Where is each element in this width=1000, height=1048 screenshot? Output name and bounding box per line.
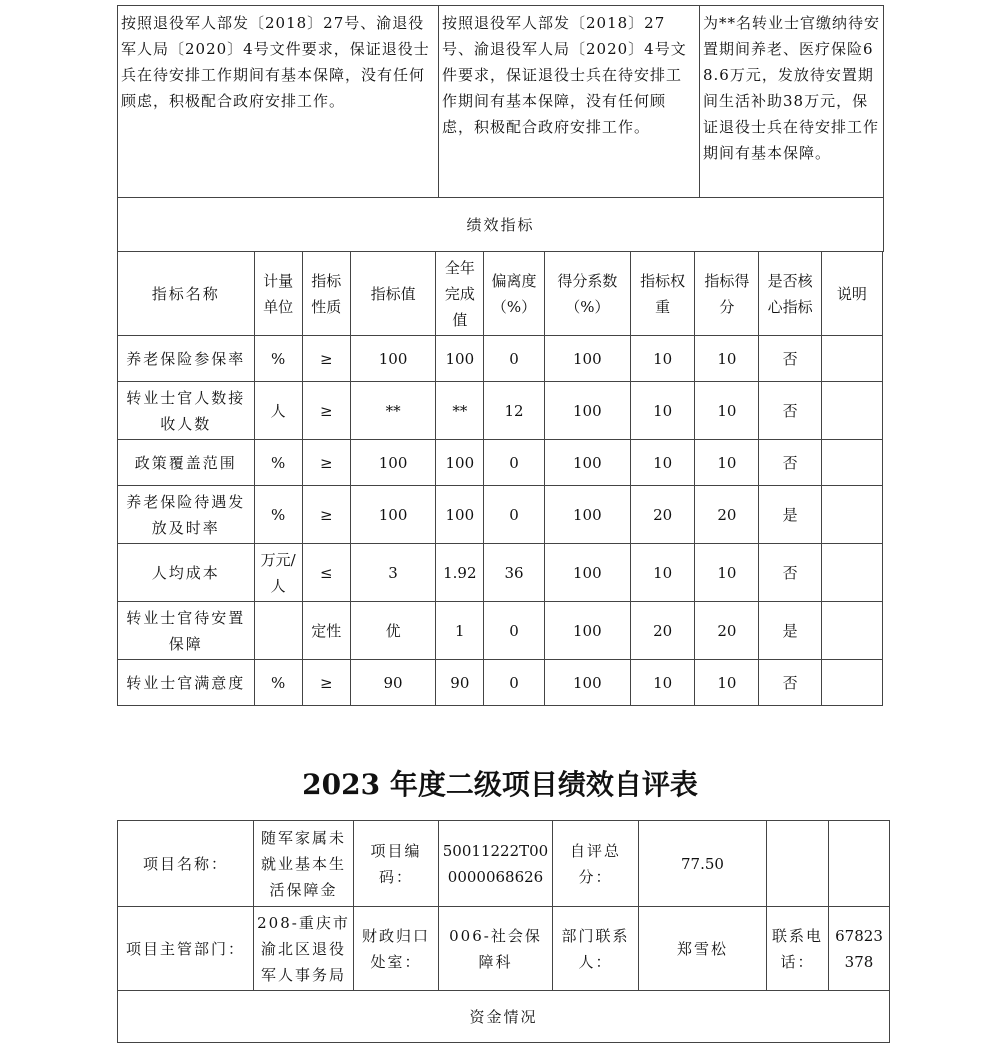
metric-value-cell: 90 [350,660,435,706]
score-value: 77.50 [639,821,767,907]
empty-cell [829,821,890,907]
metric-value-cell [821,602,882,660]
project-name-label: 项目名称： [118,821,254,907]
metric-value-cell: 10 [695,440,759,486]
metric-value-cell: 否 [759,440,821,486]
table-row [118,660,883,706]
metric-value-cell: 定性 [302,602,350,660]
target-goal-cell: 按照退役军人部发〔2018〕27号、渝退役军人局〔2020〕4号文件要求，保证退役士兵在待安排工作期间有基本保障，没有任何顾虑，积极配合政府安排工作。 [439,6,700,198]
metric-value-cell [821,660,882,706]
metric-value-cell: 100 [544,440,630,486]
metric-value-cell: 20 [630,602,694,660]
metric-value-cell: ≥ [302,486,350,544]
metric-value-cell: % [254,440,302,486]
metric-value-cell: % [254,486,302,544]
metric-value-cell: 人 [254,382,302,440]
table-row [118,440,883,486]
metrics-section-title: 绩效指标 [118,198,884,252]
metric-value-cell: 否 [759,660,821,706]
table-row [118,602,883,660]
metric-value-cell: ≥ [302,336,350,382]
metric-value-cell: 100 [436,486,484,544]
metric-value-cell: 100 [544,382,630,440]
metric-value-cell: 优 [350,602,435,660]
metric-value-cell: 否 [759,336,821,382]
metric-value-cell: 100 [436,336,484,382]
table-row [118,336,883,382]
metric-value-cell: % [254,336,302,382]
project-info-table [117,820,890,1043]
metric-value-cell: ≥ [302,382,350,440]
metric-name-cell: 转业士官待安置保障 [118,602,255,660]
metric-name-cell: 转业士官人数接收人数 [118,382,255,440]
header-cell: 指标名称 [118,252,255,336]
metric-value-cell: 12 [484,382,544,440]
header-cell: 指标得分 [695,252,759,336]
finance-office-label: 财政归口处室： [354,907,439,991]
table-row [118,544,883,602]
header-cell: 是否核心指标 [759,252,821,336]
metric-value-cell: 0 [484,486,544,544]
metric-value-cell: ** [436,382,484,440]
score-label: 自评总分： [553,821,639,907]
metric-value-cell: 10 [695,382,759,440]
metric-value-cell: ** [350,382,435,440]
metric-value-cell: 10 [695,336,759,382]
metric-value-cell: 10 [630,382,694,440]
project-code-label: 项目编码： [354,821,439,907]
metric-value-cell: 否 [759,544,821,602]
metric-value-cell: 100 [544,660,630,706]
metrics-header-row [118,252,883,336]
metric-value-cell: 否 [759,382,821,440]
metric-value-cell: 100 [350,336,435,382]
table-row [118,382,883,440]
project-code-value: 50011222T000000068626 [439,821,553,907]
metric-name-cell: 养老保险参保率 [118,336,255,382]
metric-value-cell: 10 [695,660,759,706]
contact-value: 郑雪松 [639,907,767,991]
metric-value-cell [821,382,882,440]
metric-value-cell [821,440,882,486]
finance-office-value: 006-社会保障科 [439,907,553,991]
metric-value-cell: 100 [350,440,435,486]
metric-value-cell: 10 [695,544,759,602]
metric-value-cell: 3 [350,544,435,602]
funds-section-title: 资金情况 [118,991,890,1043]
metric-value-cell: 是 [759,602,821,660]
phone-value: 67823378 [829,907,890,991]
department-value: 208-重庆市渝北区退役军人事务局 [254,907,354,991]
metric-value-cell: 万元/人 [254,544,302,602]
metric-value-cell: 0 [484,440,544,486]
metric-value-cell: 1.92 [436,544,484,602]
goals-table [117,5,884,252]
metric-value-cell [821,336,882,382]
metric-name-cell: 养老保险待遇发放及时率 [118,486,255,544]
table-row [118,486,883,544]
phone-label: 联系电话： [767,907,829,991]
header-cell: 得分系数（%） [544,252,630,336]
header-cell: 偏离度（%） [484,252,544,336]
metric-value-cell: 36 [484,544,544,602]
metric-name-cell: 转业士官满意度 [118,660,255,706]
metric-value-cell: 100 [436,440,484,486]
metric-value-cell: 100 [544,602,630,660]
project-name-value: 随军家属未就业基本生活保障金 [254,821,354,907]
department-label: 项目主管部门： [118,907,254,991]
metric-value-cell: 0 [484,660,544,706]
metric-value-cell [821,486,882,544]
contact-label: 部门联系人： [553,907,639,991]
header-cell: 计量单位 [254,252,302,336]
header-cell: 全年完成值 [436,252,484,336]
metric-value-cell: 10 [630,336,694,382]
metric-value-cell: 100 [350,486,435,544]
metric-name-cell: 人均成本 [118,544,255,602]
metric-value-cell [821,544,882,602]
metric-value-cell: 20 [695,602,759,660]
metric-value-cell: 是 [759,486,821,544]
header-cell: 说明 [821,252,882,336]
metric-value-cell: 0 [484,602,544,660]
metric-value-cell: ≤ [302,544,350,602]
metric-value-cell: ≥ [302,440,350,486]
metric-value-cell: 1 [436,602,484,660]
header-cell: 指标性质 [302,252,350,336]
metrics-table [117,251,883,706]
metric-value-cell: 90 [436,660,484,706]
metric-value-cell: 20 [695,486,759,544]
metric-value-cell: 100 [544,544,630,602]
metric-value-cell: ≥ [302,660,350,706]
plan-goal-cell: 按照退役军人部发〔2018〕27号、渝退役军人局〔2020〕4号文件要求，保证退役士兵在待安排工作期间有基本保障，没有任何顾虑，积极配合政府安排工作。 [118,6,439,198]
metric-value-cell: 10 [630,544,694,602]
metric-value-cell: 100 [544,336,630,382]
metric-value-cell: 20 [630,486,694,544]
metric-value-cell: 10 [630,660,694,706]
header-cell: 指标权重 [630,252,694,336]
actual-result-cell: 为**名转业士官缴纳待安置期间养老、医疗保险68.6万元，发放待安置期间生活补助38万元，保证退役士兵在待安排工作期间有基本保障。 [700,6,884,198]
metric-value-cell [254,602,302,660]
metric-value-cell: 100 [544,486,630,544]
metric-value-cell: % [254,660,302,706]
metric-value-cell: 0 [484,336,544,382]
header-cell: 指标值 [350,252,435,336]
metric-value-cell: 10 [630,440,694,486]
empty-cell [767,821,829,907]
metric-name-cell: 政策覆盖范围 [118,440,255,486]
page-title: 2023 年度二级项目绩效自评表 [302,768,698,801]
